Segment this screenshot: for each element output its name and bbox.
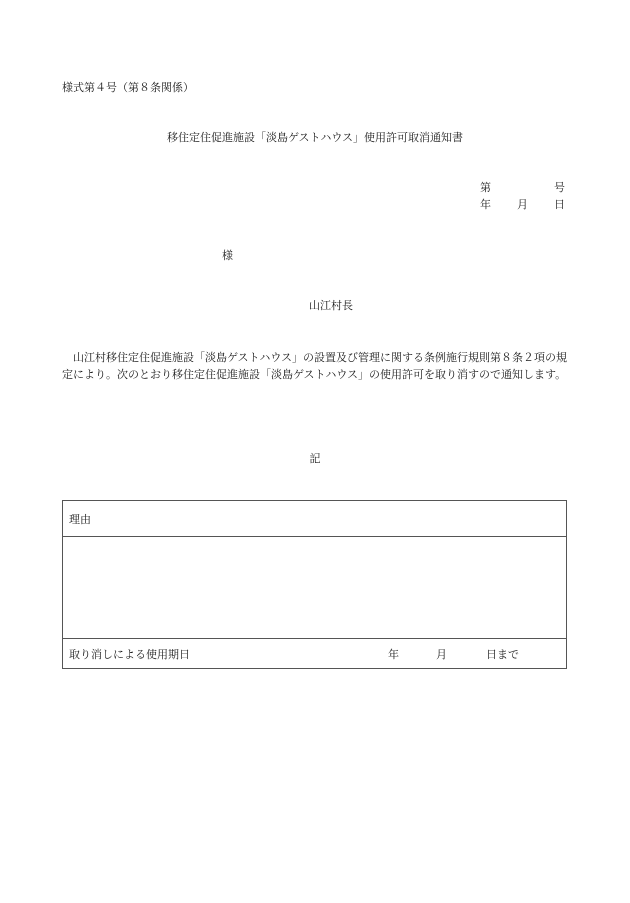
addressee-honorific: 様 [222, 249, 233, 262]
date-month: 月 [517, 198, 528, 211]
reason-label: 理由 [69, 513, 91, 526]
deadline-row [63, 638, 566, 668]
reason-value-cell [63, 536, 566, 639]
date-day: 日 [554, 198, 565, 211]
reason-header-row [63, 501, 566, 537]
document-title: 移住定住促進施設「淡島ゲストハウス」使用許可取消通知書 [166, 131, 463, 144]
number-prefix: 第 [480, 181, 491, 194]
deadline-day: 日まで [486, 648, 519, 661]
date-year: 年 [480, 198, 491, 211]
deadline-label: 取り消しによる使用期日 [69, 648, 190, 661]
record-heading: 記 [309, 452, 321, 465]
notice-body: 山江村移住定住促進施設「淡島ゲストハウス」の設置及び管理に関する条例施行規則第８条２項の規定により。次のとおり移住定住促進施設「淡島ゲストハウス」の使用許可を取り消すので通知します。 [62, 351, 568, 381]
deadline-year: 年 [388, 648, 399, 661]
record-table [62, 500, 567, 669]
form-number: 様式第４号（第８条関係） [62, 81, 194, 94]
issuer-name: 山江村長 [309, 299, 353, 312]
deadline-month: 月 [436, 648, 447, 661]
number-suffix: 号 [554, 181, 565, 194]
